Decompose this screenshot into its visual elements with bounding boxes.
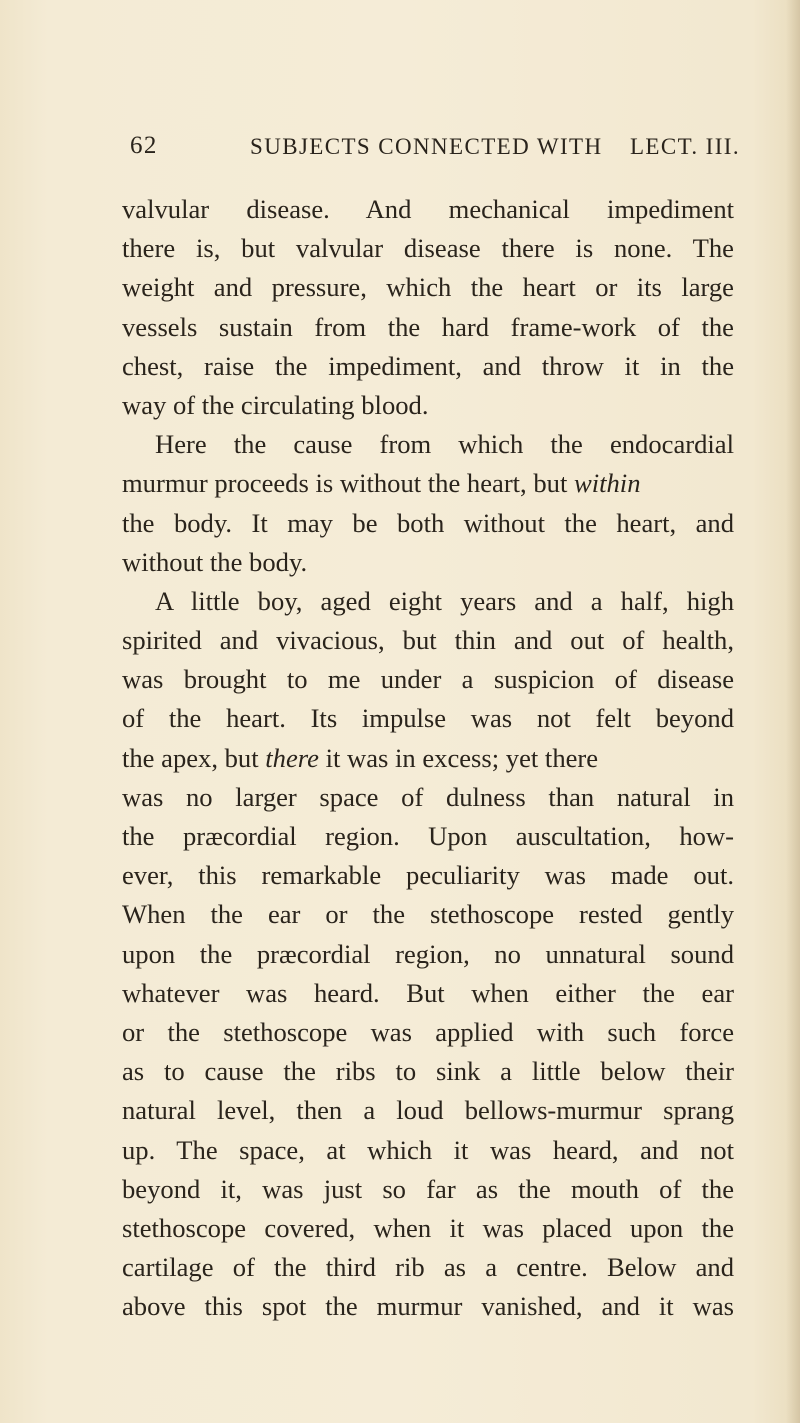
text-line-21: whatever was heard. But when either the ear [122,977,734,1008]
text-line-8 [122,464,734,503]
text-line-17: the præcordial region. Upon auscultation, how- [122,821,734,851]
text-line-15-start: the apex, but [122,742,266,773]
text-line-29: above this spot the murmur vanished, and it was [122,1291,734,1322]
text-line-20: upon the præcordial region, no unnatural sound [122,938,734,969]
text-line-7: Here the cause from which the endocardial [155,429,734,460]
text-line-6: way of the circulating blood. [122,389,429,420]
text-line-4: vessels sustain from the hard frame-work of the [122,311,734,342]
text-line-24: natural level, then a loud bellows-murmur sprang [122,1095,734,1126]
running-head-title: SUBJECTS CONNECTED WITH [250,134,603,159]
text-line-22: or the stethoscope was applied with such force [122,1016,734,1047]
page-header [130,132,740,166]
text-line-2: there is, but valvular disease there is none. The [122,233,734,264]
text-line-3: weight and pressure, which the heart or its large [122,272,734,303]
text-line-26: beyond it, was just so far as the mouth of the [122,1173,734,1204]
text-line-14: of the heart. Its impulse was not felt beyond [122,703,734,734]
text-line-23: as to cause the ribs to sink a little below their [122,1056,734,1087]
text-line-11: A little boy, aged eight years and a half, high [155,585,734,616]
text-line-12: spirited and vivacious, but thin and out of health, [122,625,734,656]
text-line-10: without the body. [122,546,308,577]
running-head-lecture: LECT. III. [629,134,740,159]
text-line-15 [122,739,734,778]
text-line-8-roman: murmur proceeds is without the heart, but [122,468,574,499]
text-line-5: chest, raise the impediment, and throw it in the [122,350,734,381]
text-line-28: cartilage of the third rib as a centre. Below and [122,1252,734,1283]
page-number: 62 [130,132,158,159]
text-line-9: the body. It may be both without the heart, and [122,507,734,538]
page-edge-shadow [786,0,800,1423]
text-line-25: up. The space, at which it was heard, and not [122,1134,734,1165]
text-line-27: stethoscope covered, when it was placed upon the [122,1212,734,1243]
text-line-16: was no larger space of dulness than natural in [122,781,734,812]
text-line-1: valvular disease. And mechanical impediment [122,194,734,224]
body-text [122,190,734,1326]
text-line-15-end: it was in excess; yet there [318,742,599,773]
text-line-15-italic: there [265,742,319,773]
text-line-8-italic: within [574,468,641,499]
text-line-18: ever, this remarkable peculiarity was made out. [122,860,734,891]
text-line-13: was brought to me under a suspicion of disease [122,664,734,695]
text-line-19: When the ear or the stethoscope rested gently [122,899,734,930]
